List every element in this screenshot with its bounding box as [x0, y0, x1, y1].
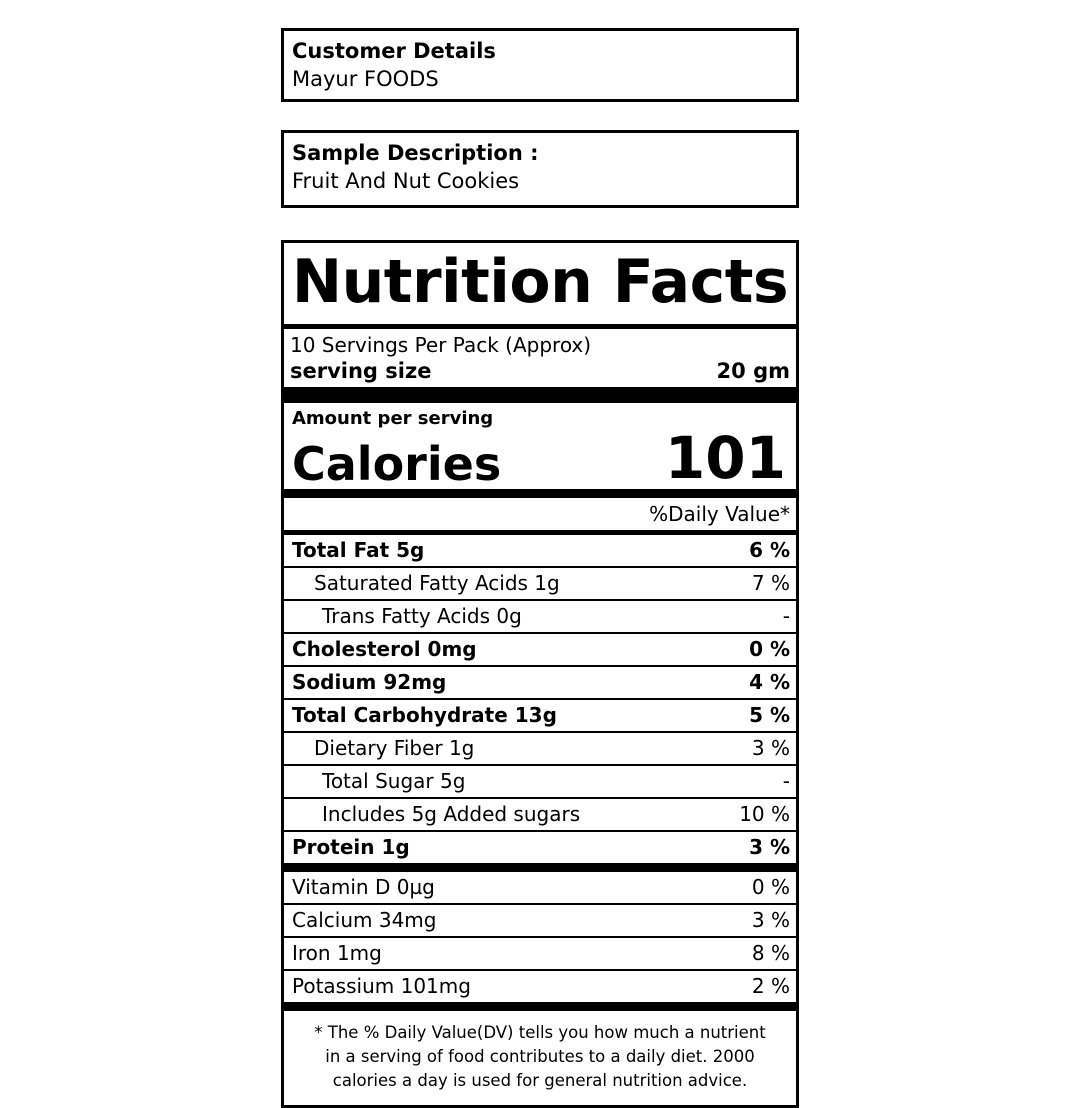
amount-per-serving-label: Amount per serving [292, 408, 494, 429]
nutrient-label: Dietary Fiber 1g [314, 736, 475, 760]
micronutrient-label: Calcium 34mg [292, 908, 437, 932]
micronutrient-label: Potassium 101mg [292, 974, 471, 998]
nutrient-row [284, 733, 796, 764]
divider-thick [284, 387, 796, 403]
sample-description-panel [281, 130, 799, 208]
nutrient-daily-value: 5 % [749, 703, 790, 727]
sample-description-value: Fruit And Nut Cookies [292, 169, 520, 194]
nutrient-label: Total Carbohydrate 13g [292, 703, 557, 727]
serving-size-value: 20 gm [716, 359, 790, 383]
daily-value-header: %Daily Value* [649, 502, 790, 526]
nutrient-daily-value: 7 % [751, 571, 790, 595]
micronutrient-row [284, 971, 796, 1002]
nutrient-row [284, 568, 796, 599]
serving-size-label: serving size [290, 359, 432, 383]
customer-details-title: Customer Details [292, 39, 496, 63]
micronutrient-daily-value: 3 % [751, 908, 790, 932]
nutrient-label: Trans Fatty Acids 0g [322, 604, 522, 628]
nutrition-facts-title: Nutrition Facts [291, 247, 789, 317]
nutrient-row [284, 700, 796, 731]
micronutrient-daily-value: 8 % [751, 941, 790, 965]
nutrient-label: Saturated Fatty Acids 1g [314, 571, 560, 595]
nutrient-daily-value: 6 % [749, 538, 790, 562]
nutrient-label: Protein 1g [292, 835, 410, 859]
sample-description-title: Sample Description : [292, 141, 539, 165]
nutrient-daily-value: - [782, 604, 790, 628]
nutrient-label: Cholesterol 0mg [292, 637, 477, 661]
calories-value: 101 [664, 424, 786, 492]
nutrient-daily-value: 4 % [749, 670, 790, 694]
micronutrient-label: Vitamin D 0µg [292, 875, 435, 899]
nutrient-row [284, 634, 796, 665]
nutrient-daily-value: 10 % [739, 802, 790, 826]
micronutrient-row [284, 872, 796, 903]
customer-details-panel [281, 28, 799, 102]
divider-thick-4 [284, 1002, 796, 1011]
servings-per-pack: 10 Servings Per Pack (Approx) [290, 333, 592, 357]
nutrient-daily-value: 3 % [751, 736, 790, 760]
nutrient-daily-value: - [782, 769, 790, 793]
nutrient-rows [284, 535, 796, 863]
micronutrient-daily-value: 2 % [751, 974, 790, 998]
nutrient-label: Total Sugar 5g [322, 769, 466, 793]
label-page [281, 0, 799, 1108]
nutrient-row [284, 832, 796, 863]
customer-name: Mayur FOODS [292, 67, 439, 92]
daily-value-footnote: * The % Daily Value(DV) tells you how much a nutrient in a serving of food contributes to a daily diet. 2000 calories a day is used for general nutrition advice. [314, 1023, 766, 1090]
calories-label: Calories [292, 437, 502, 491]
nutrient-label: Includes 5g Added sugars [322, 802, 581, 826]
nutrient-row [284, 667, 796, 698]
micronutrient-rows [284, 872, 796, 1002]
micronutrient-row [284, 938, 796, 969]
micronutrient-daily-value: 0 % [751, 875, 790, 899]
nutrient-daily-value: 0 % [749, 637, 790, 661]
divider-thick-3 [284, 863, 796, 872]
micronutrient-label: Iron 1mg [292, 941, 382, 965]
nutrient-row [284, 766, 796, 797]
calories-row [284, 424, 796, 492]
nutrient-label: Total Fat 5g [292, 538, 425, 562]
micronutrient-row [284, 905, 796, 936]
nutrition-facts-panel [281, 240, 799, 1108]
nutrient-row [284, 601, 796, 632]
nutrient-label: Sodium 92mg [292, 670, 447, 694]
nutrient-row [284, 799, 796, 830]
serving-size-row [284, 358, 796, 387]
nutrient-daily-value: 3 % [749, 835, 790, 859]
nutrient-row [284, 535, 796, 566]
